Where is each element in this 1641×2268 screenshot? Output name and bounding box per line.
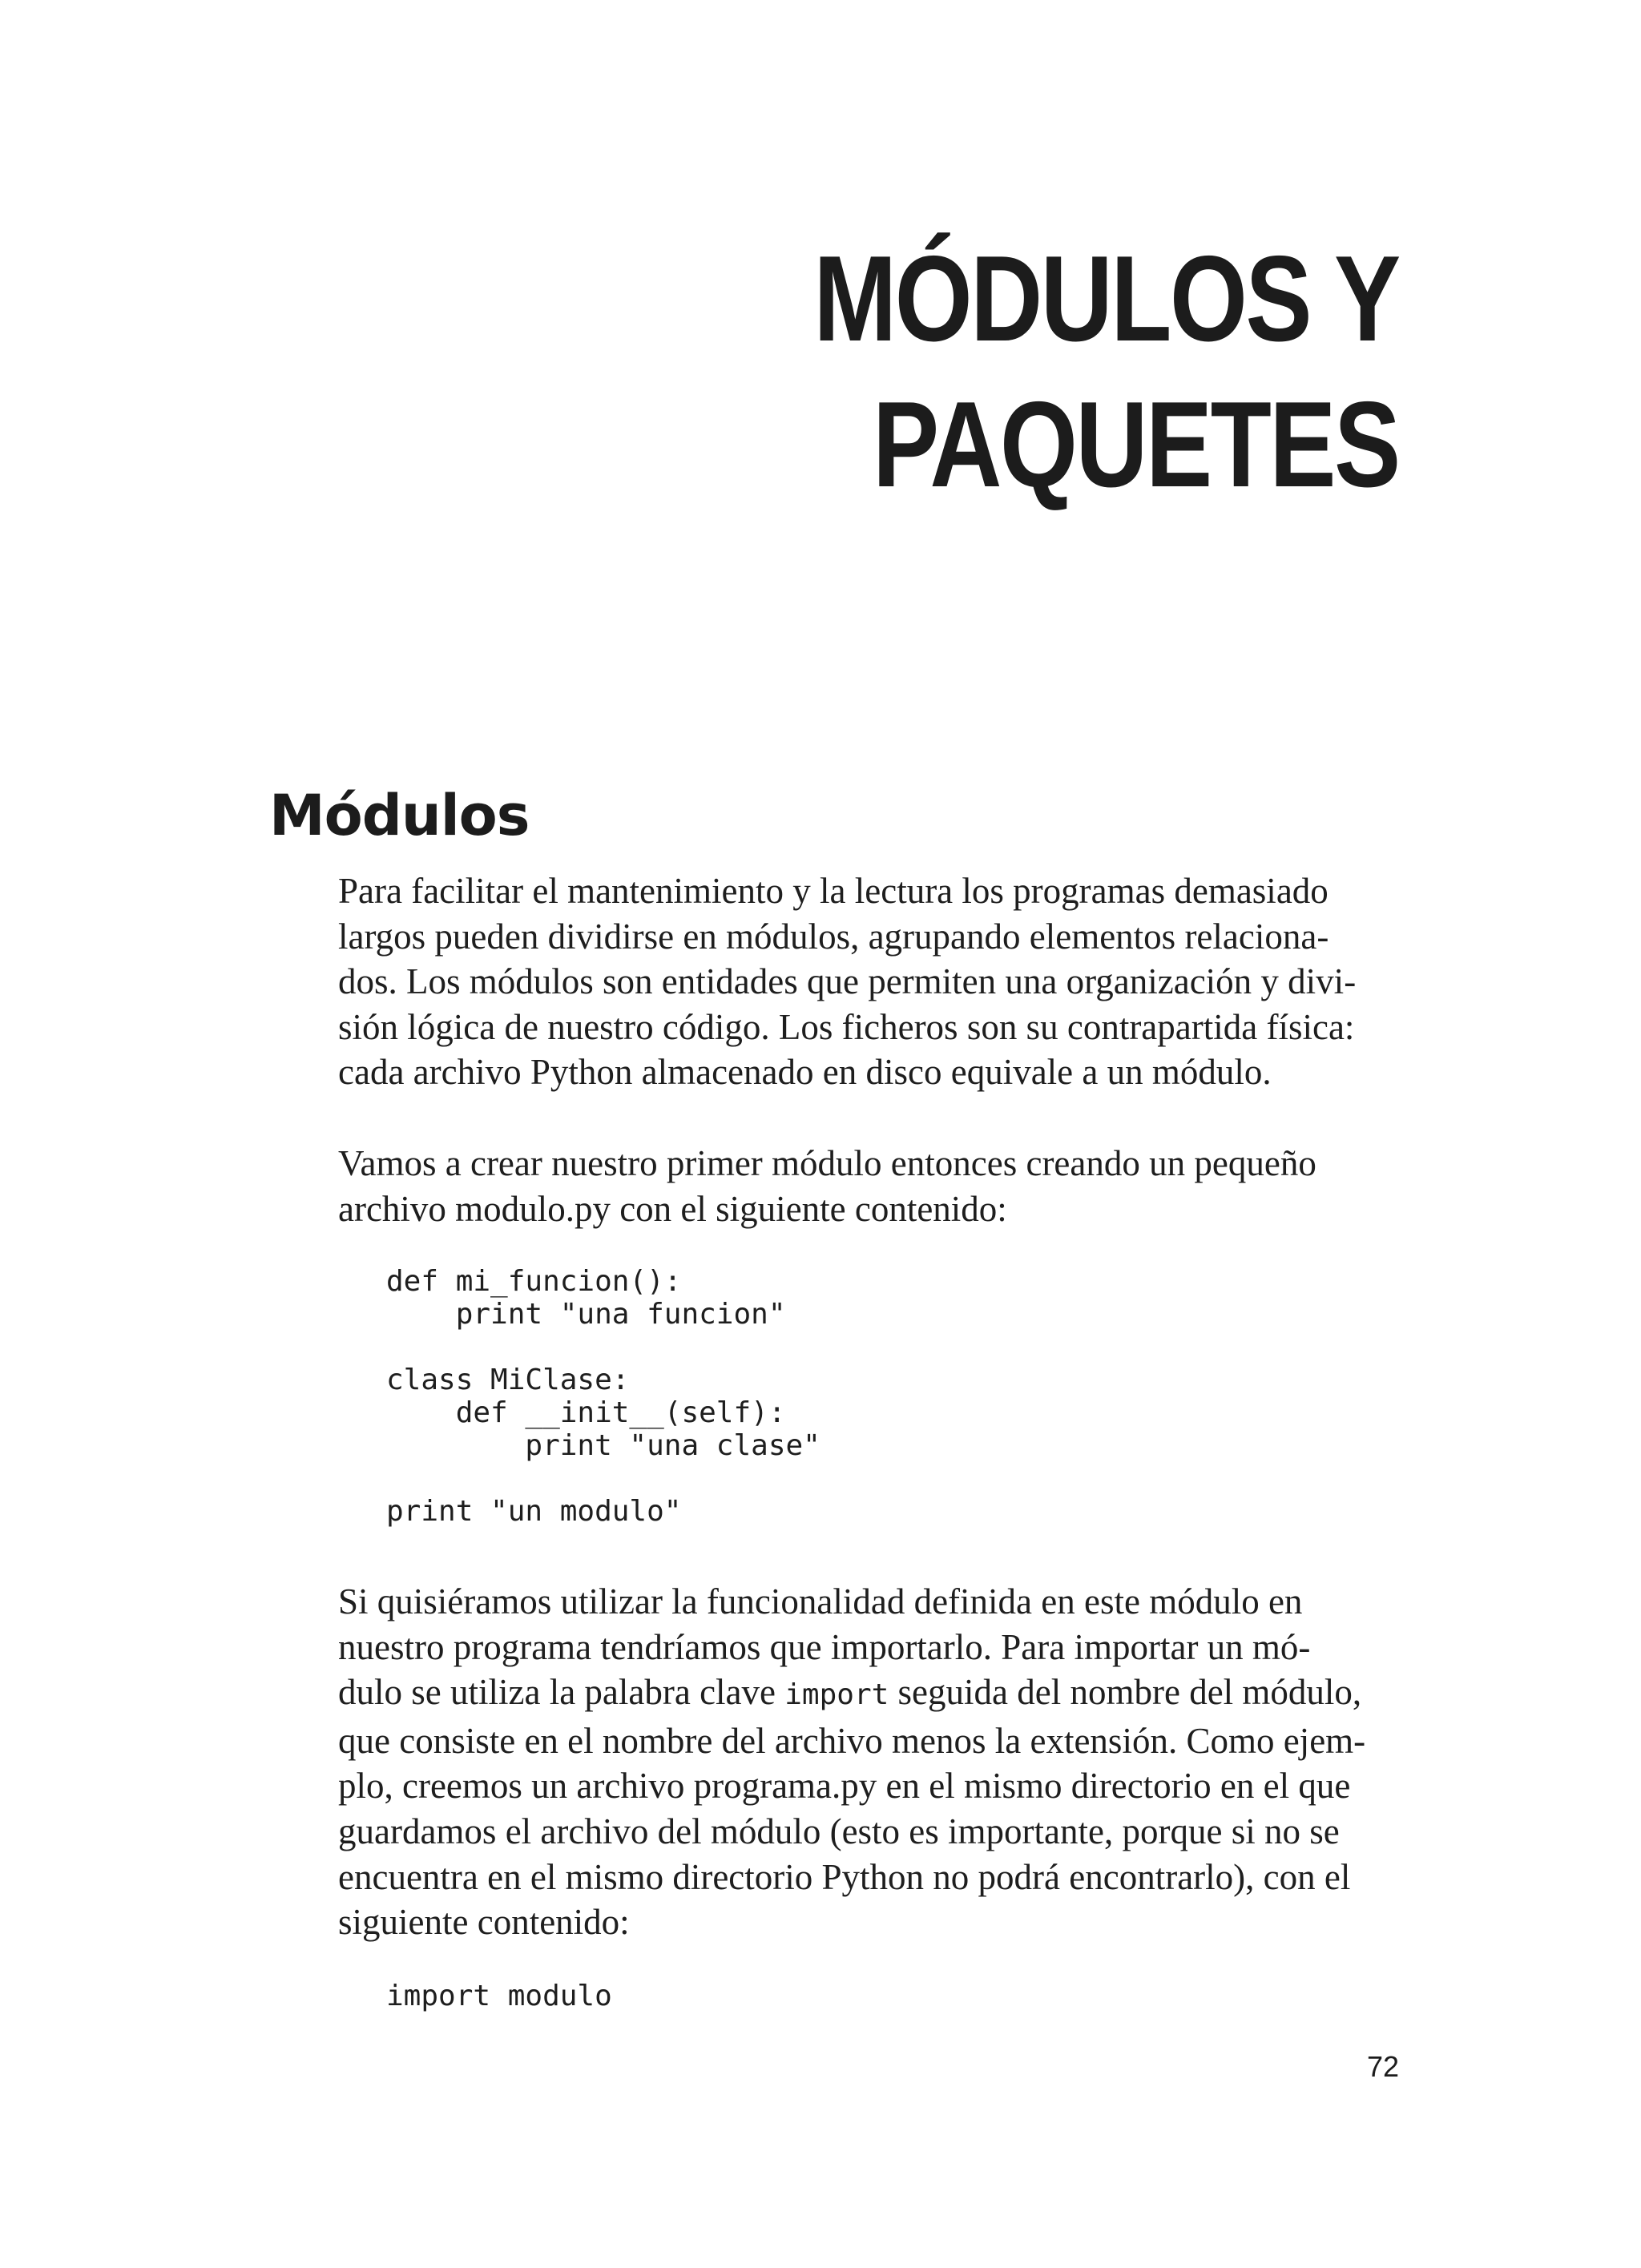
code-line: [386, 1462, 820, 1495]
paragraph-line: Si quisiéramos utilizar la funcionalidad definida en este módulo en: [338, 1581, 1303, 1621]
text-fragment: dulo se utiliza la palabra clave: [338, 1672, 785, 1713]
paragraph-line: largos pueden dividirse en módulos, agrupando elementos relaciona-: [338, 916, 1329, 957]
section-heading: Módulos: [269, 783, 530, 848]
paragraph-line: guardamos el archivo del módulo (esto es importante, porque si no se: [338, 1811, 1340, 1851]
chapter-title-line-1: MÓDULOS Y: [813, 231, 1399, 367]
paragraph-line: Para facilitar el mantenimiento y la lectura los programas demasiado: [338, 871, 1329, 911]
code-block-import: [386, 1980, 612, 2012]
code-line: print "una funcion": [386, 1298, 786, 1331]
code-line: def __init__(self):: [386, 1396, 786, 1429]
paragraph-create-module: [338, 1141, 1412, 1231]
inline-code-import: import: [784, 1678, 889, 1712]
paragraph-line: [338, 1670, 1412, 1718]
code-line: import modulo: [386, 1980, 612, 2012]
code-line: class MiClase:: [386, 1364, 630, 1396]
page-number: 72: [1366, 2050, 1399, 2083]
code-line: def mi_funcion():: [386, 1265, 682, 1298]
paragraph-line: plo, creemos un archivo programa.py en el mismo directorio en el que: [338, 1766, 1351, 1807]
code-line: print "una clase": [386, 1429, 820, 1462]
paragraph-line: nuestro programa tendríamos que importarlo. Para importar un mó-: [338, 1626, 1311, 1667]
paragraph-intro: [338, 868, 1412, 1095]
chapter-title-line-2: PAQUETES: [873, 377, 1399, 513]
code-line: [386, 1331, 820, 1364]
code-line: print "un modulo": [386, 1495, 682, 1528]
text-fragment: seguida del nombre del módulo,: [889, 1672, 1362, 1713]
chapter-title: [814, 226, 1399, 518]
paragraph-line: siguiente contenido:: [338, 1902, 630, 1943]
paragraph-line: sión lógica de nuestro código. Los ficheros son su contrapartida física:: [338, 1006, 1355, 1047]
paragraph-line: que consiste en el nombre del archivo menos la extensión. Como ejem-: [338, 1720, 1366, 1761]
paragraph-line: archivo modulo.py con el siguiente contenido:: [338, 1188, 1007, 1229]
code-block-modulo: [386, 1265, 820, 1528]
paragraph-import: [338, 1579, 1412, 1945]
paragraph-line: Vamos a crear nuestro primer módulo entonces creando un pequeño: [338, 1143, 1316, 1183]
paragraph-line: encuentra en el mismo directorio Python no podrá encontrarlo), con el: [338, 1856, 1351, 1897]
paragraph-line: cada archivo Python almacenado en disco equivale a un módulo.: [338, 1052, 1272, 1093]
paragraph-line: dos. Los módulos son entidades que permiten una organización y divi-: [338, 961, 1357, 1002]
